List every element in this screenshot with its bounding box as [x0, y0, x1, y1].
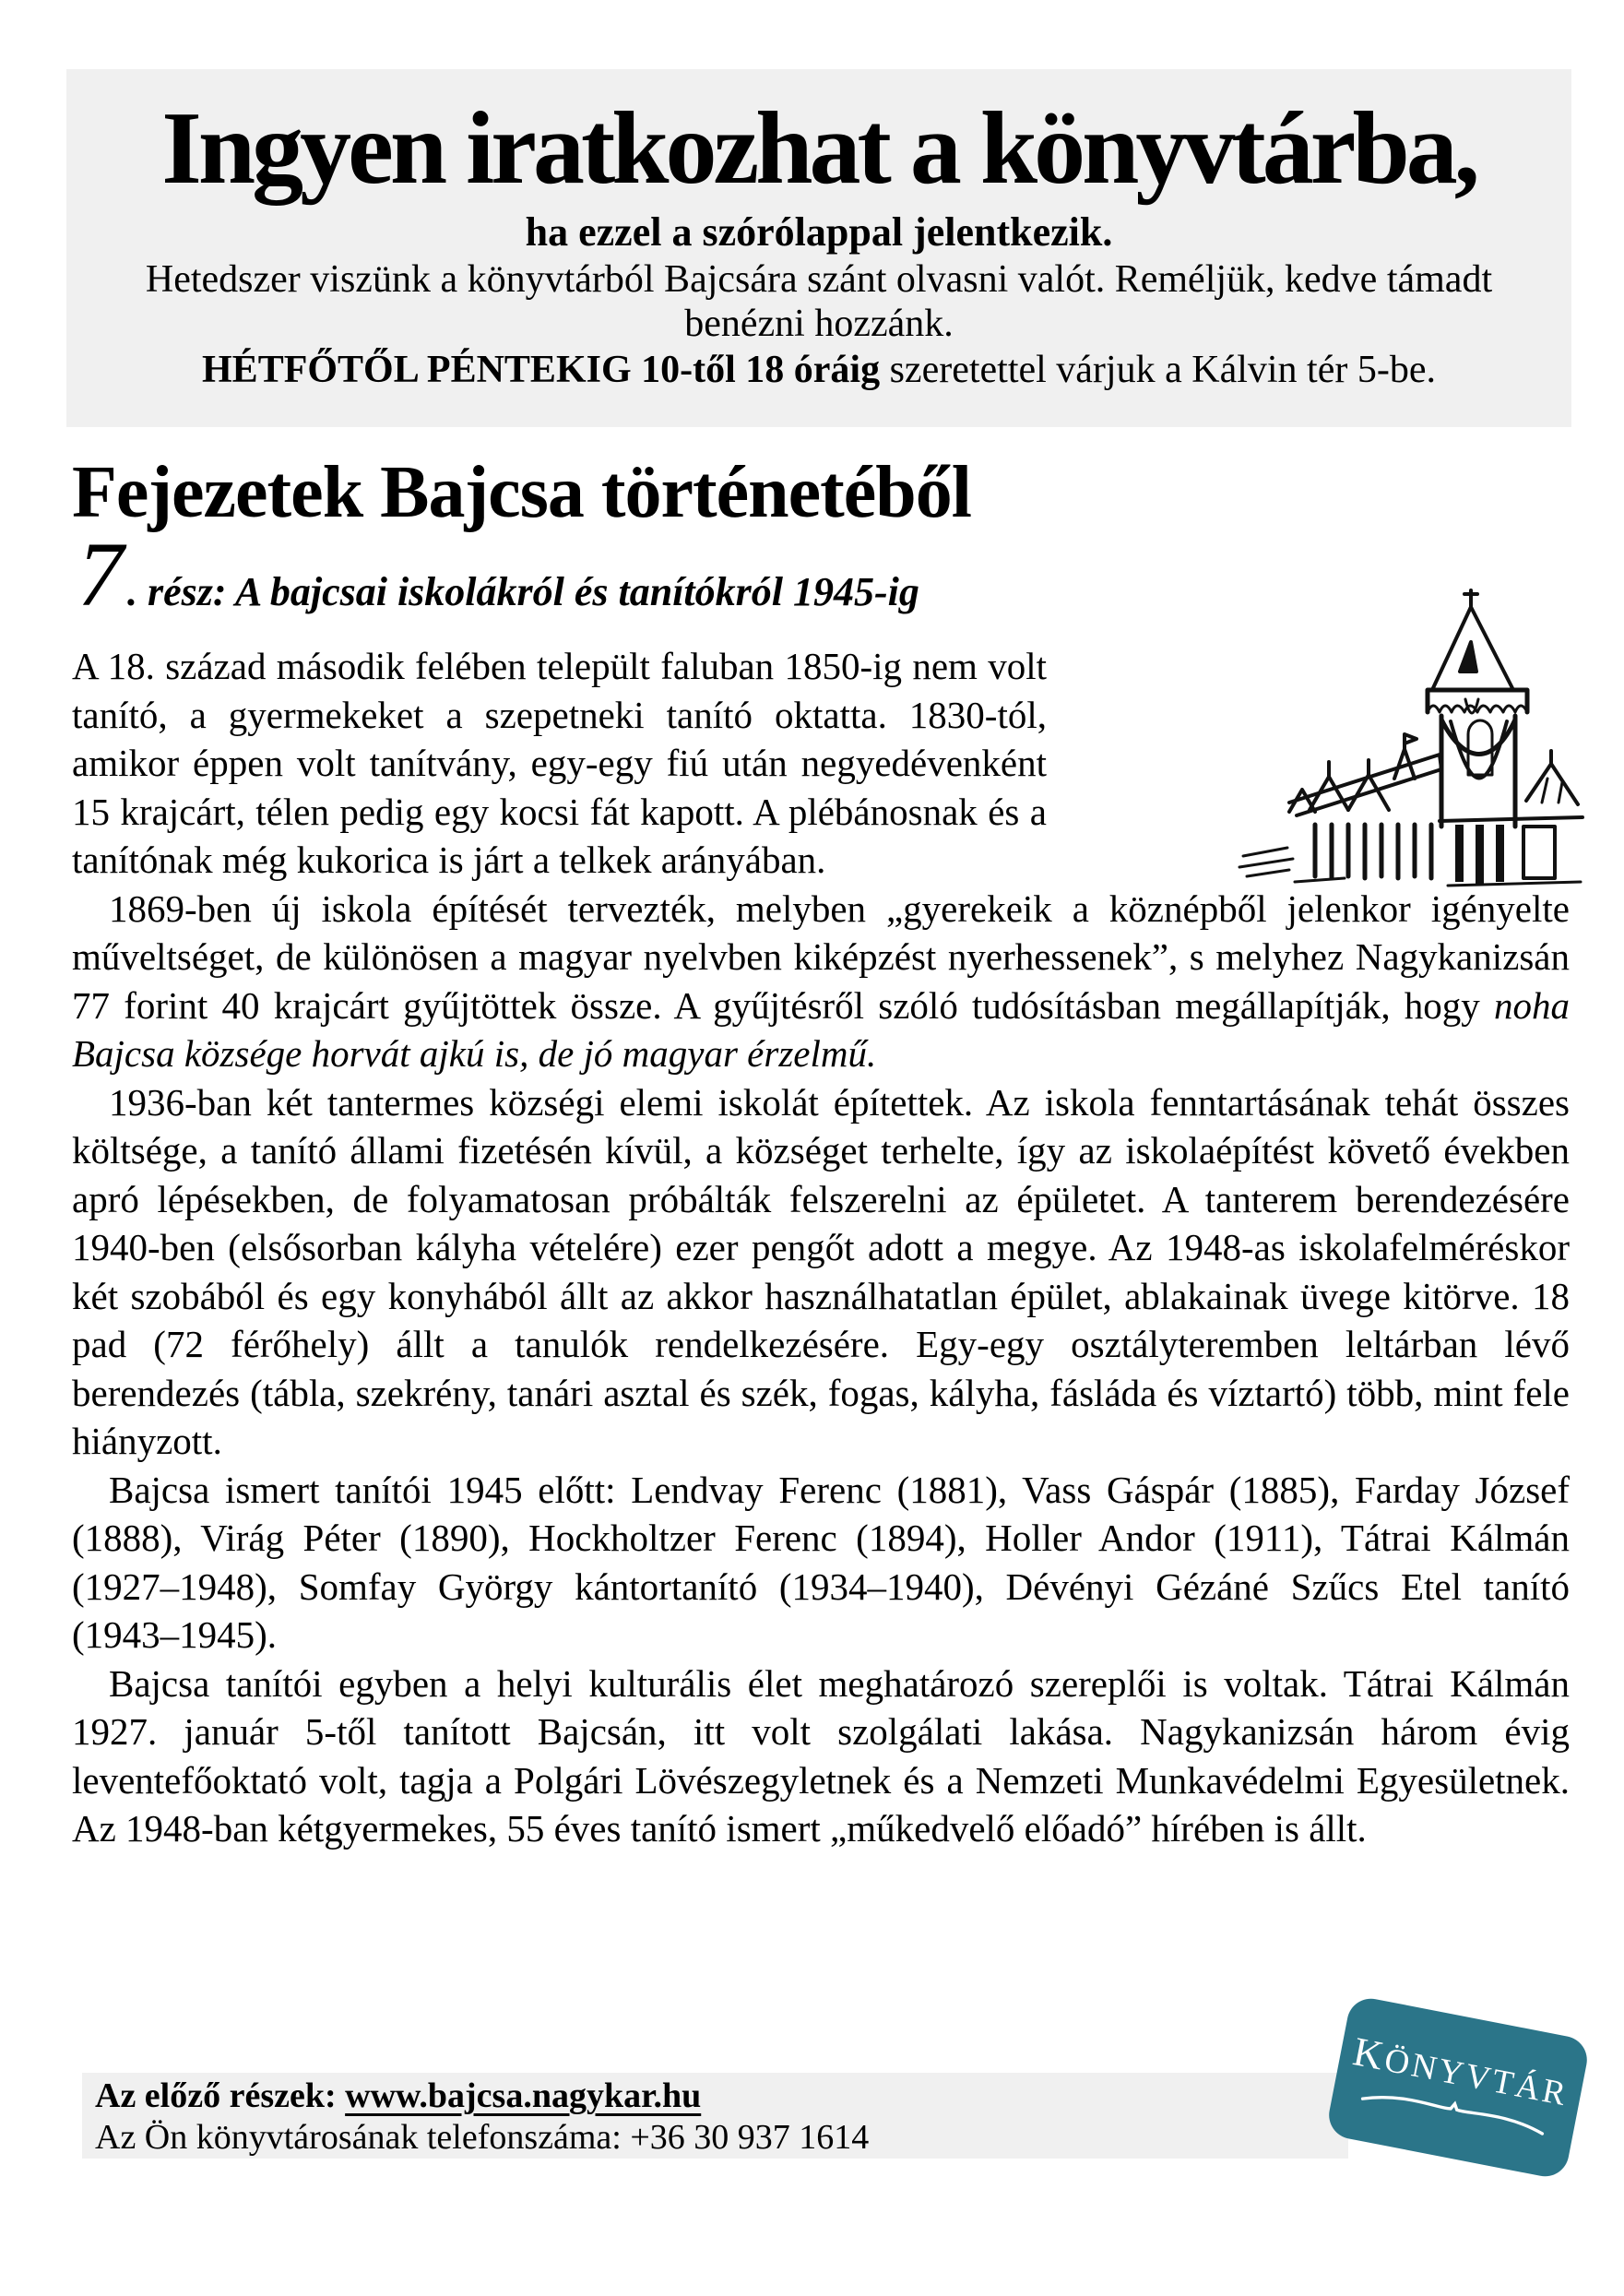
previous-parts-label: Az előző részek: — [95, 2076, 346, 2115]
opening-hours-bold: HÉTFŐTŐL PÉNTEKIG 10-től 18 óráig — [202, 349, 881, 391]
article-heading: Fejezetek Bajcsa történetéből — [72, 452, 971, 533]
part-number: 7 — [77, 523, 124, 625]
header-banner — [66, 69, 1571, 427]
opening-hours-rest: szeretettel várjuk a Kálvin tér 5-be. — [880, 349, 1436, 391]
article-part-line — [77, 524, 1184, 625]
article-body — [72, 642, 1570, 1853]
paragraph-2-italic-quote: noha Bajcsa községe horvát ajkú is, de jó magyar érzelmű. — [72, 983, 1570, 1075]
banner-title: Ingyen iratkozhat a könyvtárba, — [161, 91, 1476, 206]
footer-phone-line: Az Ön könyvtárosának telefonszáma: +36 30 937 1614 — [95, 2118, 870, 2157]
paragraph-4: Bajcsa ismert tanítói 1945 előtt: Lendvay Ferenc (1881), Vass Gáspár (1885), Farday József (1888), Virág Péter (1890), Hockholtzer Ferenc (1894), Holler Andor (1911), Tátrai Kálmán (1927–1948), Somfay György kántortanító (1934–1940), Dévényi Gézáné Szűcs Etel tanító (1943–1945). — [72, 1468, 1570, 1656]
banner-opening-hours — [66, 348, 1571, 392]
library-logo-text: KÖNYVTÁR — [1349, 2028, 1571, 2114]
paragraph-1: A 18. század második felében települt faluban 1850-ig nem volt tanító, a gyermekeket a szepetneki tanító oktatta. 1830-tól, amikor éppen volt tanítvány, egy-egy fiú után negyedévenként 15 krajcárt, télen pedig egy kocsi fát kapott. A plébánosnak és a tanítónak még kukorica is járt a telkek arányában. — [72, 645, 1047, 881]
paragraph-3: 1936-ban két tantermes községi elemi iskolát építettek. Az iskola fenntartásának tehát összes költsége, a tanító állami fizetésén kívül, a községet terhelte, így az iskolaépítést követő években apró lépésekben, de folyamatosan próbálták felszerelni az épületet. A tanterem berendezésére 1940-ben (elsősorban kályha vételére) ezer pengőt adott a megye. Az 1948-as iskolafelméréskor két szobából és egy konyhából állt az akkor használhatatlan épület, ablakainak üvege kitörve. 18 pad (72 férőhely) állt a tanulók rendelkezésére. Egy-egy osztályteremben leltárban lévő berendezés (tábla, szekrény, tanári asztal és szék, fogas, kályha, fásláda és víztartó) több, mint fele hiányzott. — [72, 1080, 1570, 1462]
paragraph-2 — [72, 885, 1570, 1078]
paragraph-2-regular: 1869-ben új iskola építését tervezték, melyben „gyerekeik a köznépből jelenkor igényelte műveltséget, de különösen a magyar nyelvben kiképzést nyerhessenek”, s melyhez Nagykanizsán 77 forint 40 krajcárt gyűjtöttek össze. A gyűjtésről szóló tudósításban megállapítják, hogy — [72, 886, 1570, 1027]
previous-parts-link[interactable]: www.bajcsa.nagykar.hu — [345, 2076, 702, 2115]
footer-info-box — [82, 2073, 1348, 2159]
banner-subtitle: ha ezzel a szórólappal jelentkezik. — [525, 209, 1113, 255]
paragraph-5: Bajcsa tanítói egyben a helyi kulturális élet meghatározó szereplői is voltak. Tátrai Kálmán 1927. január 5-től tanított Bajcsán, itt volt szolgálati lakása. Nagykanizsán három évig leventefőoktató volt, tagja a Polgári Lövészegyletnek és a Nemzeti Munkavédelmi Egyesületnek. Az 1948-ban kétgyermekes, 55 éves tanító ismert „műkedvelő előadó” hírében is állt. — [72, 1661, 1570, 1850]
banner-intro-text: Hetedszer viszünk a könyvtárból Bajcsára szánt olvasni valót. Reméljük, kedve támadt benézni hozzánk. — [145, 258, 1493, 345]
part-title: . rész: A bajcsai iskolákról és tanítókról 1945-ig — [127, 569, 919, 614]
library-logo — [1325, 1994, 1592, 2181]
footer-previous-parts — [95, 2076, 1348, 2117]
